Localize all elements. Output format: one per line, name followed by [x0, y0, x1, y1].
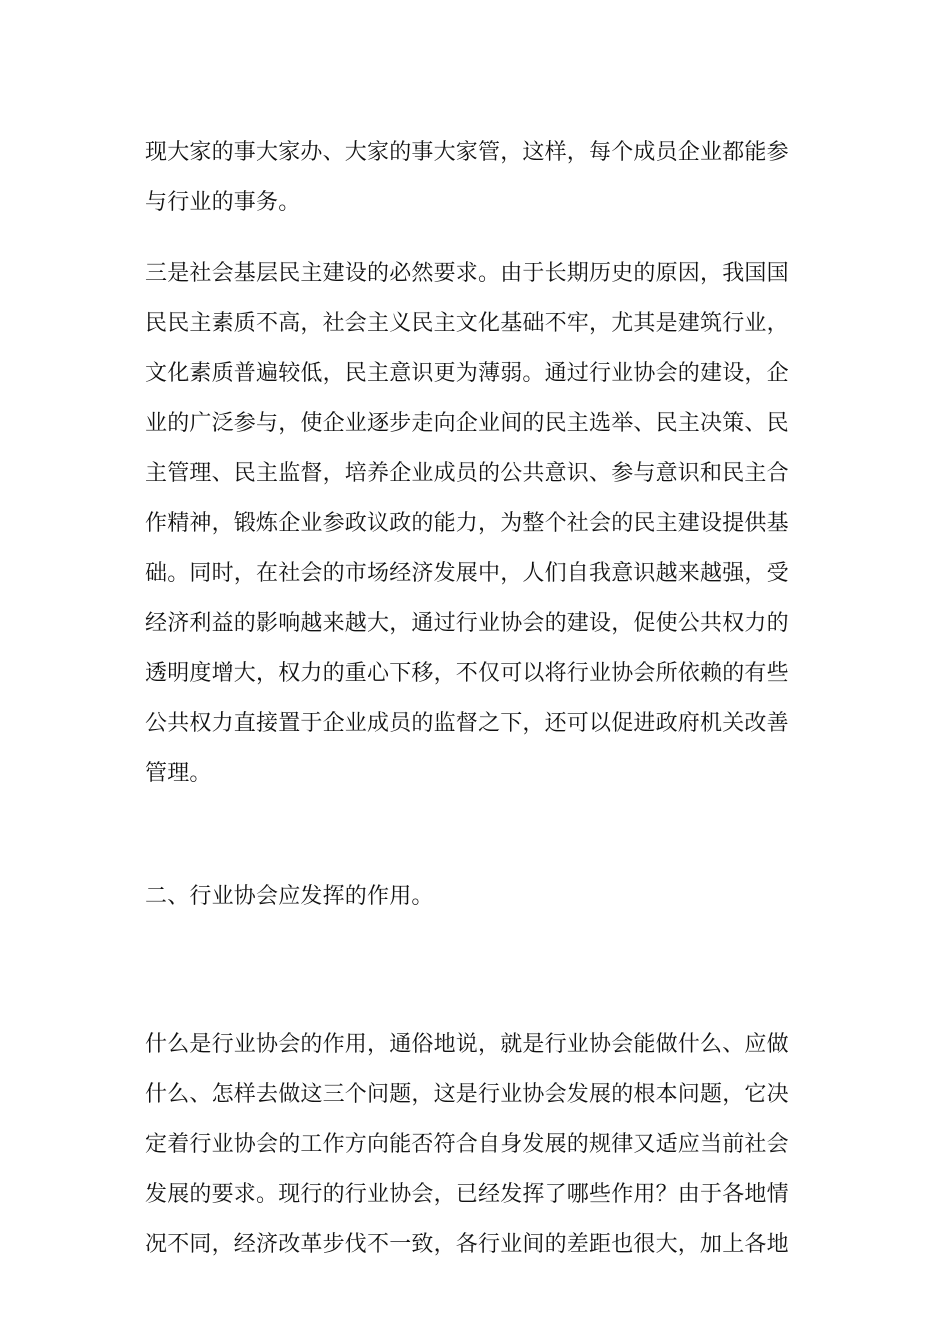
text-line: 与行业的事务。	[145, 190, 301, 215]
text-line: 况不同，经济改革步伐不一致，各行业间的差距也很大，加上各地	[145, 1232, 789, 1257]
text-line: 民民主素质不高，社会主义民主文化基础不牢，尤其是建筑行业，	[145, 311, 789, 336]
text-line: 三是社会基层民主建设的必然要求。由于长期历史的原因，我国国	[145, 261, 789, 286]
text-line: 文化素质普遍较低，民主意识更为薄弱。通过行业协会的建设，企	[145, 361, 789, 386]
text-line: 础。同时，在社会的市场经济发展中，人们自我意识越来越强，受	[145, 561, 789, 586]
text-line: 经济利益的影响越来越大，通过行业协会的建设，促使公共权力的	[145, 611, 789, 636]
text-line: 作精神，锻炼企业参政议政的能力，为整个社会的民主建设提供基	[145, 511, 789, 536]
text-line: 透明度增大，权力的重心下移，不仅可以将行业协会所依赖的有些	[145, 661, 789, 686]
text-line: 什么、怎样去做这三个问题，这是行业协会发展的根本问题，它决	[145, 1082, 789, 1107]
section-heading	[145, 872, 810, 922]
paragraph-democracy	[145, 249, 810, 799]
text-line: 管理。	[145, 761, 212, 786]
text-line: 什么是行业协会的作用，通俗地说，就是行业协会能做什么、应做	[145, 1032, 789, 1057]
text-line: 公共权力直接置于企业成员的监督之下，还可以促进政府机关改善	[145, 711, 789, 736]
text-line: 发展的要求。现行的行业协会，已经发挥了哪些作用？由于各地情	[145, 1182, 789, 1207]
text-line: 定着行业协会的工作方向能否符合自身发展的规律又适应当前社会	[145, 1132, 789, 1157]
paragraph-role	[145, 1020, 810, 1270]
text-line: 现大家的事大家办、大家的事大家管，这样，每个成员企业都能参	[145, 140, 789, 165]
text-line: 主管理、民主监督，培养企业成员的公共意识、参与意识和民主合	[145, 461, 789, 486]
heading-line: 二、行业协会应发挥的作用。	[145, 884, 434, 909]
text-line: 业的广泛参与，使企业逐步走向企业间的民主选举、民主决策、民	[145, 411, 789, 436]
paragraph-continuation	[145, 128, 810, 228]
